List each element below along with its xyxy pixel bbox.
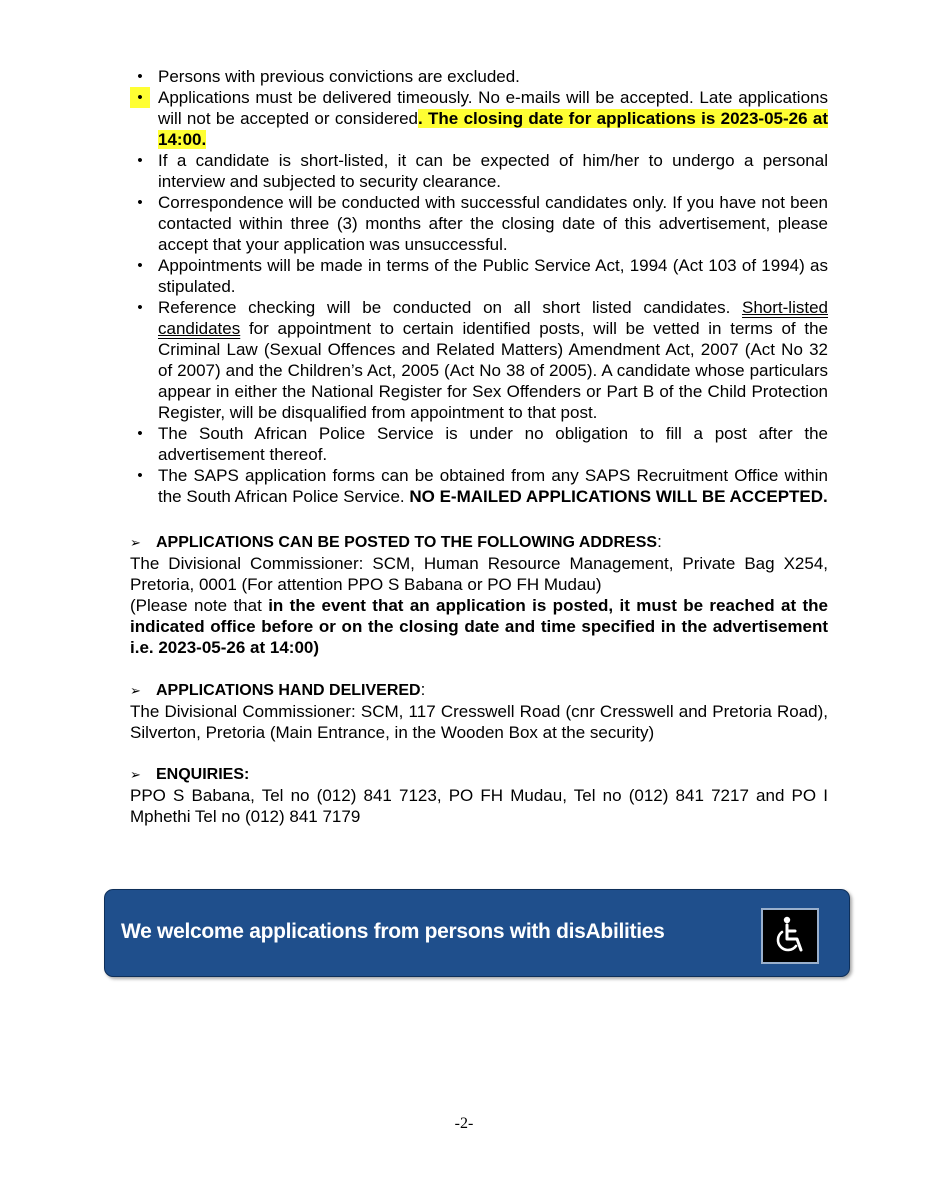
enquiries-contacts: PPO S Babana, Tel no (012) 841 7123, PO FH Mudau, Tel no (012) 841 7217 and PO I Mphethi Tel no (012) 841 7179 [130,786,828,826]
bullet-icon: • [137,425,143,442]
enquiries-section [130,764,828,827]
hand-delivered-address: The Divisional Commissioner: SCM, 117 Cresswell Road (cnr Cresswell and Pretoria Road), Silverton, Pretoria (Main Entrance, in the Wooden Box at the security) [130,702,828,742]
closing-date-highlight: . The closing date for applications is 2023-05-26 at 14:00. [158,109,829,149]
posted-address: The Divisional Commissioner: SCM, Human Resource Management, Private Bag X254, Pretoria, 0001 (For attention PPO S Babana or PO FH Mudau) [130,554,828,594]
bullet-icon: • [137,152,143,169]
list-item: • Reference checking will be conducted on all short listed candidates. Short-listed candidates for appointment to certain identified posts, will be vetted in terms of the Criminal Law (Sexual Offences and Related Matters) Amendment Act, 2007 (Act No 32 of 2007) and the Children’s Act, 2005 (Act No 38 of 2005). A candidate whose particulars appear in either the National Register for Sex Offenders or Part B of the Child Protection Register, will be disqualified from appointment to that post. [130,297,828,423]
conditions-list [130,66,828,507]
bullet-icon: • [137,467,143,484]
document-body [130,66,828,827]
disability-banner [104,889,850,977]
list-item: • The South African Police Service is under no obligation to fill a post after the advertisement thereof. [130,423,828,465]
posted-note: (Please note that in the event that an application is posted, it must be reached at the indicated office before or on the closing date and time specified in the advertisement i.e. 2023-05-26 at 14:00) [130,596,828,657]
banner-text: We welcome applications from persons with disAbilities [121,920,665,943]
arrow-icon: ➢ [130,767,141,782]
list-item: • The SAPS application forms can be obtained from any SAPS Recruitment Office within the South African Police Service. NO E-MAILED APPLICATIONS WILL BE ACCEPTED. [130,465,828,507]
arrow-icon: ➢ [130,535,141,550]
posted-address-section [130,531,828,658]
list-item: • Correspondence will be conducted with successful candidates only. If you have not been contacted within three (3) months after the closing date of this advertisement, please accept that your application was unsuccessful. [130,192,828,255]
bullet-icon: • [137,257,143,274]
page-number: -2- [454,1115,474,1132]
section-heading: ➢ ENQUIRIES: [130,766,250,783]
list-item: • Applications must be delivered timeously. No e-mails will be accepted. Late applications will not be accepted or considered. The closing date for applications is 2023-05-26 at 14:00. [130,87,828,150]
wheelchair-icon [761,908,819,964]
bullet-icon: • [130,87,150,108]
section-heading: ➢ APPLICATIONS CAN BE POSTED TO THE FOLLOWING ADDRESS : [130,532,662,551]
list-item: • Persons with previous convictions are excluded. [130,66,828,87]
list-item: • Appointments will be made in terms of the Public Service Act, 1994 (Act 103 of 1994) as stipulated. [130,255,828,297]
hand-delivered-section [130,679,828,743]
arrow-icon: ➢ [130,683,141,698]
underlined-term: Short-listed candidates [158,298,828,338]
bullet-icon: • [137,194,143,211]
section-heading: ➢ APPLICATIONS HAND DELIVERED : [130,680,426,699]
list-item: • If a candidate is short-listed, it can be expected of him/her to undergo a personal interview and subjected to security clearance. [130,150,828,192]
bullet-icon: • [137,299,143,316]
wheelchair-icon-graphic [763,910,817,962]
bullet-icon: • [137,68,143,85]
